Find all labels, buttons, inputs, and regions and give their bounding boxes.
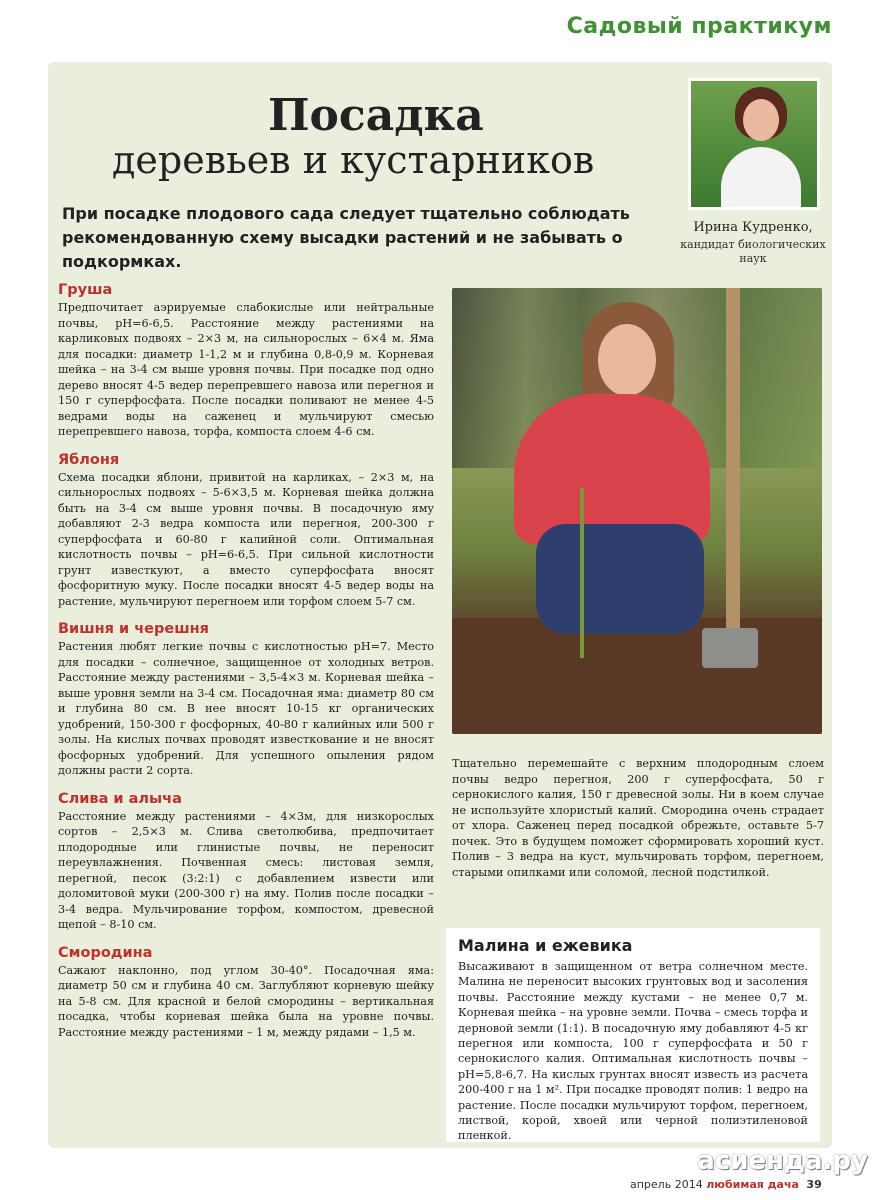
footer-date: апрель 2014 (630, 1178, 703, 1191)
photo-girl-face (598, 324, 656, 396)
section-title: Слива и алыча (58, 790, 182, 807)
author-role: кандидат биологических наук (680, 238, 826, 265)
photo-seedling (580, 488, 584, 658)
photo-girl-jeans (536, 524, 704, 634)
page-footer (630, 1178, 850, 1191)
photo-spade-blade (702, 628, 758, 668)
section-text: Предпочитает аэрируемые слабокислые или нейтральные почвы, pH=6-6,5. Расстояние между растениями на карликовых подвоях – 2×3 м, на сильнорослых – 6×4 м. Яма для посадки: диаметр 1-1,2 м и глубина 0,8-0,9 м. Корневая шейка – на 3-4 см выше уровня почвы. При посадке под одно дерево вносят 4-5 ведер перепревшего навоза или перегноя и 150 г суперфосфата. После посадки поливают не менее 4-5 ведрами воды на саженец и мульчируют смесью перепревшего навоза, торфа, компоста слоем 4-6 см. (58, 301, 434, 438)
section-plum (58, 791, 434, 933)
section-text: Расстояние между растениями – 4×3м, для низкорослых сортов – 2,5×3 м. Слива светолюбива, предпочитает плодородные или глинистые почвы, не переносит переувлажнения. Почвенная смесь: листовая земля, перегной, песок (3:2:1) с добавлением извести или доломитовой муки (200-300 г) на яму. Полив после посадки – 3-4 ведра. Мульчирование торфом, компостом, древесной щепой – 8-10 см. (58, 809, 434, 931)
sidebar-box (446, 928, 820, 1142)
watermark: асиенда.ру (697, 1146, 868, 1176)
author-face (743, 99, 779, 141)
currant-continuation: Тщательно перемешайте с верхним плодородным слоем почвы ведро перегноя, 200 г суперфосфата, 50 г сернокислого калия, 150 г древесной золы. Ни в коем случае не используйте хлористый калий. Смородина очень страдает от хлора. Саженец перед посадкой обрежьте, оставьте 5-7 почек. Это в будущем поможет сформировать хороший куст. Полив – 3 ведра на куст, мульчировать торфом, перегноем, старыми опилками или соломой, лесной подстилкой. (452, 757, 824, 879)
section-title: Яблоня (58, 451, 120, 468)
section-title: Смородина (58, 944, 153, 961)
photo-soil (452, 618, 822, 734)
right-column (452, 756, 824, 880)
section-title: Вишня и черешня (58, 621, 209, 637)
photo-girl-jacket (514, 394, 710, 544)
section-currant (58, 945, 434, 1041)
section-pear (58, 282, 434, 440)
section-title: Груша (58, 282, 113, 298)
main-photo (452, 288, 822, 734)
author-photo (688, 78, 820, 210)
footer-page-number: 39 (806, 1178, 822, 1191)
article-lead: При посадке плодового сада следует тщательно соблюдать рекомендованную схему высадки растений и не забывать о подкормках. (62, 204, 630, 271)
section-text: Сажают наклонно, под углом 30-40°. Посадочная яма: диаметр 50 см и глубина 40 см. Заглубляют корневую шейку на 5-8 см. Для красной и белой смородины – вертикальная посадка, чтобы корневая шейка была на уровне почвы. Расстояние между растениями – 1 м, между рядами – 1,5 м. (58, 963, 434, 1039)
section-text: Растения любят легкие почвы с кислотностью pH=7. Место для посадки – солнечное, защищенное от холодных ветров. Расстояние между растениями – 3,5-4×3 м. Корневая шейка – выше уровня земли на 3-4 см. Посадочная яма: диаметр 80 см и глубина 80 см. В нее вносят 10-15 кг органических удобрений, 150-300 г фосфорных, 40-80 г калийных или 500 г золы. На кислых почвах проводят известкование и не вносят фосфорных удобрений. Для успешного опыления рядом должны расти 2 сорта. (58, 640, 434, 777)
left-column (58, 282, 434, 1052)
section-header: Садовый практикум (566, 14, 832, 39)
sidebar-text: Высаживают в защищенном от ветра солнечном месте. Малина не переносит высоких грунтовых вод и засоления почвы. Расстояние между кустами – не менее 0,7 м. Корневая шейка – на уровне земли. Почва – смесь торфа и дерновой земли (1:1). В посадочную яму добавляют 4-5 кг перегноя или компоста, 100 г суперфосфата и 50 г сернокислого калия. Оптимальная кислотность почвы – pH=5,8-6,7. На кислых грунтах вносят известь из расчета 200-400 г на 1 м². При посадке проводят полив: 1 ведро на растение. После посадки мульчируют торфом, перегноем, листвой, корой, хвоей или черной полиэтиленовой пленкой. (458, 960, 808, 1143)
author-name: Ирина Кудренко, (693, 220, 813, 235)
article-title-line1: Посадка (268, 90, 484, 141)
section-text: Схема посадки яблони, привитой на карликах, – 2×3 м, на сильнорослых подвоях – 5-6×3,5 м. Корневая шейка должна быть на 3-4 см выше уровня почвы. В посадочную яму добавляют 2-3 ведра компоста или перегноя, 200-300 г суперфосфата и 60-80 г калийной соли. Оптимальная кислотность почвы – pH=6-6,5. При сильной кислотности грунт известкуют, а вместо суперфосфата вносят фосфоритную муку. После посадки вносят 4-5 ведер воды на растение, мульчируют перегноем или торфом слоем 5-7 см. (58, 470, 434, 608)
author-body (721, 147, 801, 210)
section-apple (58, 452, 434, 610)
footer-magazine: любимая дача (706, 1178, 799, 1191)
sidebar-title: Малина и ежевика (458, 936, 633, 955)
photo-spade-handle (726, 288, 740, 668)
section-cherry (58, 621, 434, 779)
article-title-line2: деревьев и кустарников (112, 138, 595, 182)
